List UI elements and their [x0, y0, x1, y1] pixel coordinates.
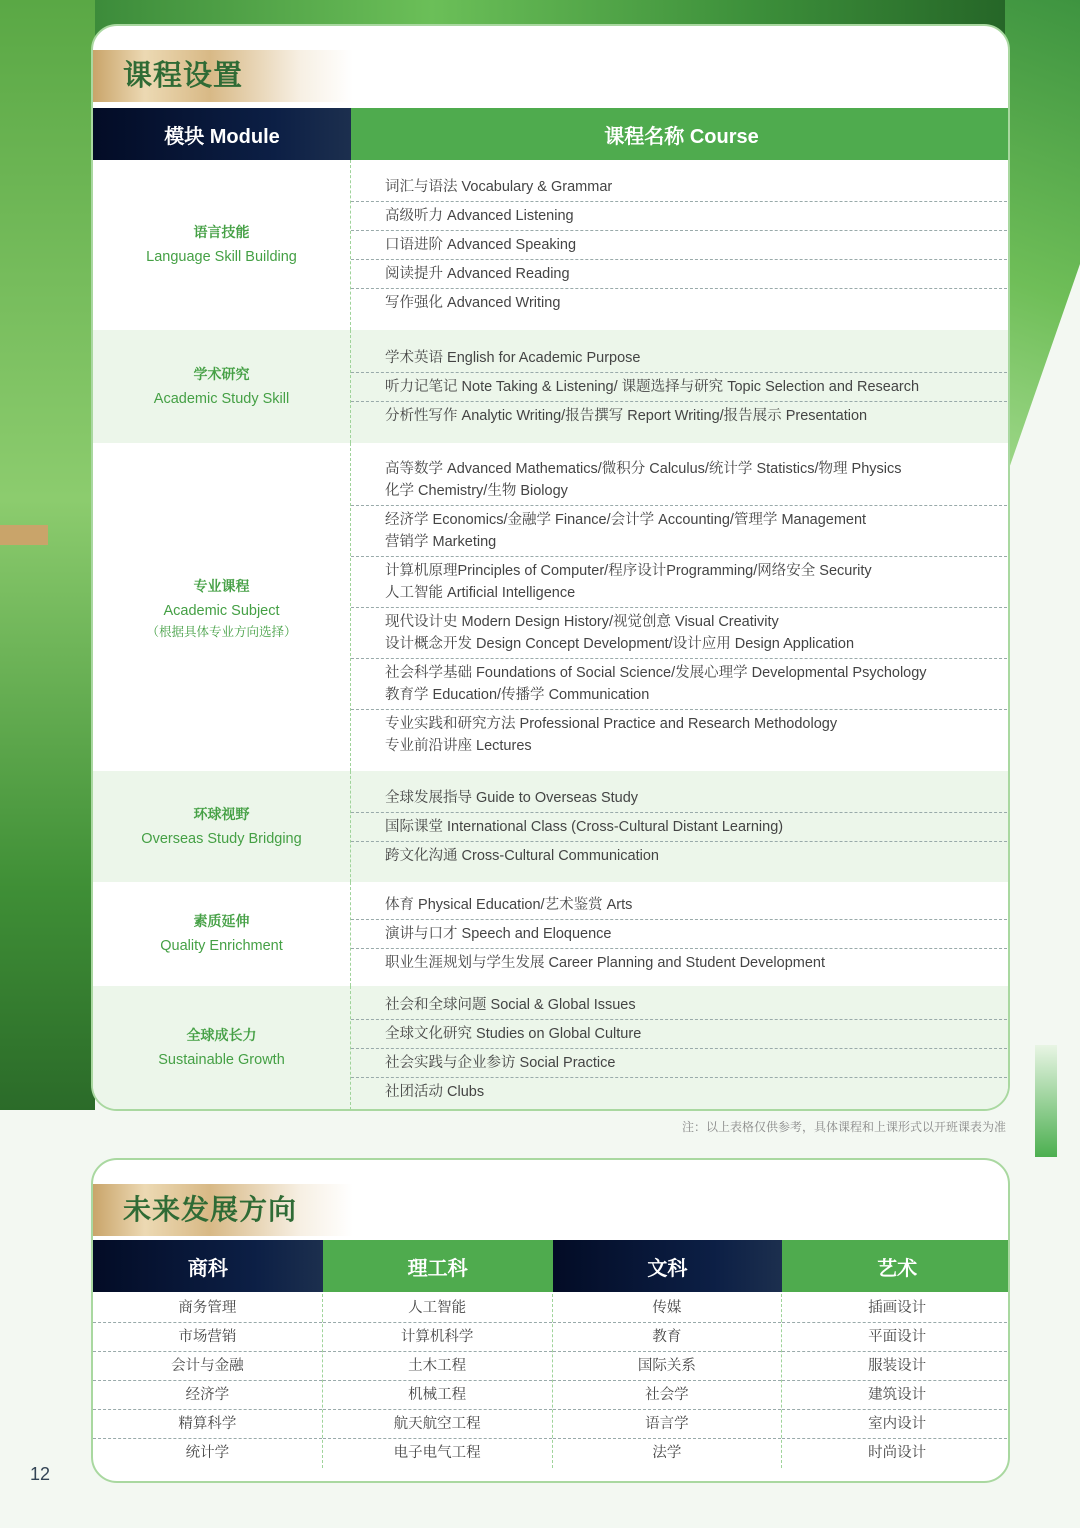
course-item: 经济学 Economics/金融学 Finance/会计学 Accounting/管理学 Management 营销学 Marketing — [351, 506, 1010, 557]
course-item: 阅读提升 Advanced Reading — [351, 260, 1010, 289]
course-item: 社会实践与企业参访 Social Practice — [351, 1049, 1010, 1078]
course-list — [351, 882, 1010, 986]
module-name-cn: 全球成长力 — [186, 1027, 257, 1043]
module-cell — [93, 330, 351, 443]
course-item: 国际课堂 International Class (Cross-Cultural Distant Learning) — [351, 813, 1010, 842]
course-item: 全球文化研究 Studies on Global Culture — [351, 1020, 1010, 1049]
module-cell — [93, 160, 351, 330]
module-name-en: Sustainable Growth — [158, 1052, 285, 1068]
direction-column — [782, 1294, 1010, 1468]
header-module: 模块 Module — [93, 108, 351, 160]
major-item: 人工智能 — [323, 1294, 552, 1323]
direction-header: 理工科 — [323, 1240, 553, 1292]
major-item: 服装设计 — [782, 1352, 1010, 1381]
module-name-cn: 素质延伸 — [193, 913, 250, 929]
course-item: 学术英语 English for Academic Purpose — [351, 344, 1010, 373]
module-name-en: Overseas Study Bridging — [141, 830, 302, 847]
course-item: 高级听力 Advanced Listening — [351, 202, 1010, 231]
course-list — [351, 160, 1010, 330]
direction-column — [93, 1294, 323, 1468]
course-item: 口语进阶 Advanced Speaking — [351, 231, 1010, 260]
course-item: 听力记笔记 Note Taking & Listening/ 课题选择与研究 Topic Selection and Research — [351, 373, 1010, 402]
major-item: 教育 — [553, 1323, 782, 1352]
module-name-en: Quality Enrichment — [160, 938, 283, 954]
module-group — [93, 986, 1010, 1110]
course-list — [351, 330, 1010, 443]
major-item: 语言学 — [553, 1410, 782, 1439]
course-item: 跨文化沟通 Cross-Cultural Communication — [385, 847, 659, 864]
section-title: 未来发展方向 — [93, 1184, 353, 1236]
module-name-en: Academic Study Skill — [153, 390, 290, 407]
course-item: 职业生涯规划与学生发展 Career Planning and Student Development — [385, 955, 826, 971]
course-item: 社会科学基础 Foundations of Social Science/发展心理学 Developmental Psychology 教育学 Education/传播学 Communication — [351, 659, 1010, 710]
module-group — [93, 771, 1010, 882]
course-list — [351, 986, 1010, 1110]
background-leaves-right — [1005, 0, 1080, 480]
module-name-en: Language Skill Building — [146, 249, 297, 265]
module-group — [93, 330, 1010, 443]
major-item: 室内设计 — [782, 1410, 1010, 1439]
course-item: 写作强化 Advanced Writing — [385, 295, 561, 311]
major-item: 土木工程 — [323, 1352, 552, 1381]
major-item: 建筑设计 — [782, 1381, 1010, 1410]
module-cell — [93, 771, 351, 882]
direction-column — [323, 1294, 553, 1468]
major-item: 机械工程 — [323, 1381, 552, 1410]
major-item: 平面设计 — [782, 1323, 1010, 1352]
decorative-gold-tab — [0, 525, 48, 545]
major-item: 法学 — [652, 1445, 682, 1461]
major-item: 国际关系 — [553, 1352, 782, 1381]
module-group — [93, 443, 1010, 771]
major-item: 商务管理 — [93, 1294, 322, 1323]
major-item: 社会学 — [553, 1381, 782, 1410]
course-item: 专业实践和研究方法 Professional Practice and Research Methodology 专业前沿讲座 Lectures — [385, 715, 838, 754]
section-title: 课程设置 — [93, 50, 353, 102]
major-item: 航天航空工程 — [323, 1410, 552, 1439]
major-item: 市场营销 — [93, 1323, 322, 1352]
future-card — [91, 1158, 1010, 1483]
major-item: 时尚设计 — [868, 1445, 927, 1461]
footnote: 注：以上表格仅供参考，具体课程和上课形式以开班课表为准 — [681, 1120, 1006, 1134]
course-item: 全球发展指导 Guide to Overseas Study — [351, 784, 1010, 813]
major-item: 精算科学 — [93, 1410, 322, 1439]
header-course: 课程名称 Course — [351, 108, 1010, 160]
course-item: 社团活动 Clubs — [385, 1083, 485, 1100]
page-number: 12 — [30, 1464, 51, 1484]
major-item: 会计与金融 — [93, 1352, 322, 1381]
module-group — [93, 160, 1010, 330]
module-group — [93, 882, 1010, 986]
direction-header: 文科 — [553, 1240, 783, 1292]
module-name-cn: 学术研究 — [193, 365, 250, 382]
module-cell — [93, 882, 351, 986]
course-list — [351, 443, 1010, 771]
direction-header: 艺术 — [782, 1240, 1010, 1292]
decorative-green-bar — [1035, 1045, 1057, 1157]
direction-column — [553, 1294, 783, 1468]
course-item: 计算机原理Principles of Computer/程序设计Programming/网络安全 Security 人工智能 Artificial Intelligence — [351, 557, 1010, 608]
major-item: 插画设计 — [782, 1294, 1010, 1323]
course-item: 演讲与口才 Speech and Eloquence — [351, 920, 1010, 949]
course-item: 社会和全球问题 Social & Global Issues — [351, 991, 1010, 1020]
module-name-cn: 语言技能 — [193, 224, 250, 240]
module-name-cn: 专业课程 — [193, 578, 250, 594]
background-leaves-left — [0, 0, 95, 1110]
module-name-cn: 环球视野 — [193, 805, 250, 822]
course-item: 体育 Physical Education/艺术鉴赏 Arts — [351, 891, 1010, 920]
course-item: 高等数学 Advanced Mathematics/微积分 Calculus/统计学 Statistics/物理 Physics 化学 Chemistry/生物 Biology — [351, 455, 1010, 506]
major-item: 经济学 — [93, 1381, 322, 1410]
course-item: 词汇与语法 Vocabulary & Grammar — [351, 173, 1010, 202]
course-item: 现代设计史 Modern Design History/视觉创意 Visual Creativity 设计概念开发 Design Concept Development/设计应用 Design Application — [351, 608, 1010, 659]
major-item: 计算机科学 — [323, 1323, 552, 1352]
module-name-en: Academic Subject — [163, 603, 280, 619]
module-note: （根据具体专业方向选择） — [146, 625, 297, 639]
module-cell — [93, 443, 351, 771]
course-item: 分析性写作 Analytic Writing/报告撰写 Report Writing/报告展示 Presentation — [385, 407, 868, 424]
module-cell — [93, 986, 351, 1110]
major-item: 传媒 — [553, 1294, 782, 1323]
course-card — [91, 24, 1010, 1111]
major-item: 电子电气工程 — [393, 1445, 481, 1461]
course-list — [351, 771, 1010, 882]
direction-header: 商科 — [93, 1240, 323, 1292]
major-item: 统计学 — [185, 1445, 230, 1461]
